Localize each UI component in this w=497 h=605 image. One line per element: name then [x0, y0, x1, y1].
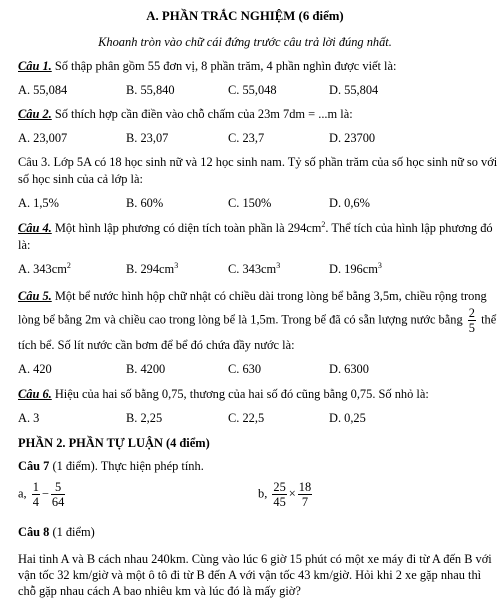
question-7-text: (1 điểm). Thực hiện phép tính. — [52, 459, 204, 473]
q5-option-a[interactable]: A. 420 — [18, 362, 52, 376]
q2-option-a[interactable]: A. 23,007 — [18, 131, 68, 145]
question-8-text-line3: chỗ gặp nhau cách A bao nhiêu km và lúc đó là mấy giờ? — [18, 584, 301, 598]
q3-option-c[interactable]: C. 150% — [228, 196, 272, 210]
q4-option-a[interactable]: A. $343cm^2$ — [18, 260, 71, 276]
q5-option-c[interactable]: C. 630 — [228, 362, 262, 376]
question-5-text: Một bể nước hình hộp chữ nhật có chiều dài trong lòng bể bằng 3,5m, chiều rộng trong — [54, 289, 487, 303]
question-8-text-line2: vận tốc 32 km/giờ và một ô tô đi từ B đến A với vận tốc 43 km/giờ. Hỏi khi 2 xe gặp nhau thì — [18, 568, 482, 582]
question-6 — [18, 386, 429, 402]
question-4-text-line2: là: — [18, 238, 31, 252]
question-5-text-line2: lòng bể bằng 2m và chiều cao trong lòng bể là 1,5m. Trong bể đã có sẵn lượng nước bằng $\frac{2}{5}$ thể — [18, 306, 497, 336]
q2-option-b[interactable]: B. 23,07 — [126, 131, 169, 145]
section-a-title: A. PHẦN TRẮC NGHIỆM (6 điểm) — [146, 9, 344, 23]
question-8-text-line1: Hai tỉnh A và B cách nhau 240km. Cùng vào lúc 6 giờ 15 phút có một xe máy đi từ A đến B với — [18, 552, 492, 566]
q7-part-a-label: a, — [18, 486, 27, 501]
question-1-text: Số thập phân gồm 55 đơn vị, 8 phần trăm, 4 phần nghìn được viết là: — [54, 59, 397, 73]
question-7 — [18, 458, 204, 474]
question-6-text: Hiệu của hai số bằng 0,75, thương của hai số đó cũng bằng 0,75. Số nhỏ là: — [54, 387, 429, 401]
question-3-text-line2: số học sinh của cả lớp là: — [18, 172, 143, 186]
question-7-label: Câu 7 — [18, 459, 50, 473]
question-8-label: Câu 8 — [18, 525, 50, 539]
q7-part-b-label: b, — [258, 486, 268, 501]
question-4-label: Câu 4. — [18, 221, 52, 235]
q4-option-c[interactable]: C. $343cm^3$ — [228, 260, 281, 276]
q1-option-d[interactable]: D. 55,804 — [329, 83, 379, 97]
section-a-instruction: Khoanh tròn vào chữ cái đứng trước câu trả lời đúng nhất. — [98, 35, 392, 49]
question-1 — [18, 58, 396, 74]
q4-option-d[interactable]: D. $196cm^3$ — [329, 260, 382, 276]
question-2-label: Câu 2. — [18, 107, 52, 121]
q7-a-fraction-2: $\frac{5}{64}$ — [51, 480, 65, 510]
q5-option-d[interactable]: D. 6300 — [329, 362, 369, 376]
q6-option-c[interactable]: C. 22,5 — [228, 411, 265, 425]
question-4-text: Một hình lập phương có diện tích toàn phần là — [54, 221, 285, 235]
question-1-label: Câu 1. — [18, 59, 52, 73]
q6-option-a[interactable]: A. 3 — [18, 411, 40, 425]
q1-option-a[interactable]: A. 55,084 — [18, 83, 68, 97]
q7-a-operator: − — [41, 486, 49, 501]
q3-option-d[interactable]: D. 0,6% — [329, 196, 370, 210]
q1-option-b[interactable]: B. 55,840 — [126, 83, 175, 97]
q5-option-b[interactable]: B. 4200 — [126, 362, 166, 376]
q1-option-c[interactable]: C. 55,048 — [228, 83, 277, 97]
question-4-area: $294cm^2$ — [287, 219, 326, 235]
q7-a-fraction-1: $\frac{1}{4}$ — [32, 480, 39, 510]
question-5-fraction: $\frac{2}{5}$ — [468, 306, 475, 336]
question-8-points: (1 điểm) — [52, 525, 95, 539]
question-8 — [18, 524, 95, 540]
q3-option-a[interactable]: A. 1,5% — [18, 196, 59, 210]
question-6-label: Câu 6. — [18, 387, 52, 401]
q7-part-b — [258, 480, 314, 510]
question-2-text: Số thích hợp cần điền vào chỗ chấm của — [54, 107, 255, 121]
q2-option-d[interactable]: D. 23700 — [329, 131, 376, 145]
question-3-text: Lớp 5A có 18 học sinh nữ và 12 học sinh nam. Tỷ số phần trăm của số học sinh nữ so với — [53, 155, 497, 169]
question-4 — [18, 220, 493, 236]
question-5-text-line3: tích bể. Số lít nước cần bơm để bể đó chứa đầy nước là: — [18, 338, 295, 352]
section-2-title: PHẦN 2. PHẦN TỰ LUẬN (4 điểm) — [18, 436, 210, 450]
question-2-expression: 23m 7dm = ...m — [257, 107, 338, 121]
q7-part-a — [18, 480, 67, 510]
q7-b-operator: × — [288, 486, 296, 501]
q4-option-b[interactable]: B. $294cm^3$ — [126, 260, 179, 276]
q6-option-b[interactable]: B. 2,25 — [126, 411, 163, 425]
question-2 — [18, 106, 353, 122]
q7-b-fraction-2: $\frac{18}{7}$ — [298, 480, 312, 510]
question-5 — [18, 288, 487, 304]
question-3-label: Câu 3. — [18, 155, 51, 169]
q7-b-fraction-1: $\frac{25}{45}$ — [273, 480, 286, 510]
question-5-label: Câu 5. — [18, 289, 52, 303]
question-4-text-end: . Thể tích của hình lập phương đó — [325, 221, 493, 235]
q3-option-b[interactable]: B. 60% — [126, 196, 164, 210]
q6-option-d[interactable]: D. 0,25 — [329, 411, 366, 425]
question-2-text-end: là: — [340, 107, 353, 121]
q2-option-c[interactable]: C. 23,7 — [228, 131, 265, 145]
question-3 — [18, 154, 497, 170]
